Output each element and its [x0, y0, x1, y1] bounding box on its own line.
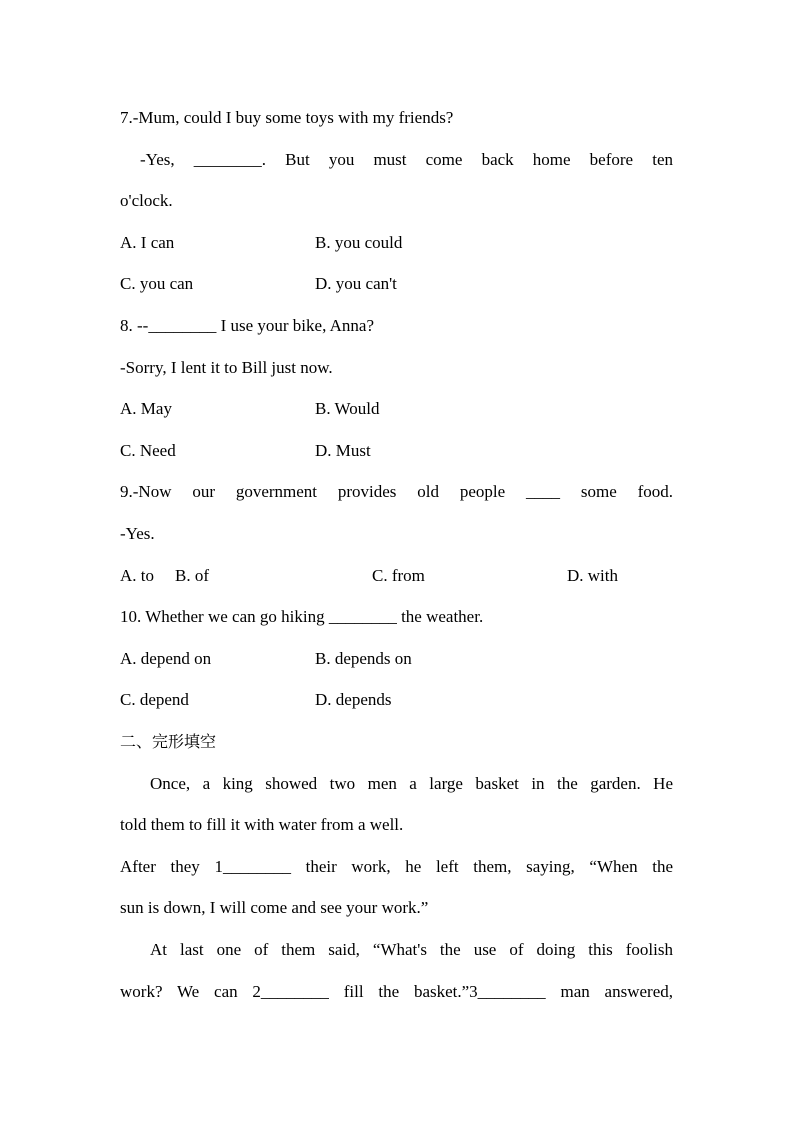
q7-option-c: C. you can	[120, 274, 194, 293]
q8-option-a: A. May	[120, 399, 172, 418]
q10-option-a: A. depend on	[120, 649, 212, 668]
q10-option-c: C. depend	[120, 690, 189, 709]
passage-line-2: told them to fill it with water from a well.	[120, 815, 404, 834]
q8-stem: 8. --________ I use your bike, Anna?	[120, 316, 375, 335]
passage-line-3: After they 1________ their work, he left them, saying, “When the	[120, 857, 673, 876]
q9-option-b: B. of	[175, 566, 209, 585]
passage-line-4: sun is down, I will come and see your work.”	[120, 898, 429, 917]
q9-option-d: D. with	[567, 566, 618, 585]
q7-stem: 7.-Mum, could I buy some toys with my friends?	[120, 108, 454, 127]
q8-option-b: B. Would	[315, 399, 380, 418]
q9-stem-line1: 9.-Now our government provides old people ____ some food.	[120, 482, 673, 501]
q9-option-a: A. to	[120, 566, 154, 585]
q7-option-a: A. I can	[120, 233, 175, 252]
q8-option-c: C. Need	[120, 441, 176, 460]
q10-stem: 10. Whether we can go hiking ________ the weather.	[120, 607, 484, 626]
passage-line-5: At last one of them said, “What's the use of doing this foolish	[150, 940, 673, 959]
q9-option-c: C. from	[372, 566, 425, 585]
q7-reply-line2: o'clock.	[120, 191, 173, 210]
q7-reply-line1: -Yes, ________. But you must come back home before ten	[140, 150, 673, 169]
q10-option-d: D. depends	[315, 690, 392, 709]
q7-option-b: B. you could	[315, 233, 403, 252]
passage-line-1: Once, a king showed two men a large basket in the garden. He	[150, 774, 673, 793]
q8-reply: -Sorry, I lent it to Bill just now.	[120, 358, 333, 377]
q7-option-d: D. you can't	[315, 274, 397, 293]
q9-stem-line2: -Yes.	[120, 524, 155, 543]
q10-option-b: B. depends on	[315, 649, 412, 668]
q8-option-d: D. Must	[315, 441, 371, 460]
passage-line-6: work? We can 2________ fill the basket.”3________ man answered,	[120, 982, 673, 1001]
section-title-cloze: 二、完形填空	[120, 732, 217, 751]
